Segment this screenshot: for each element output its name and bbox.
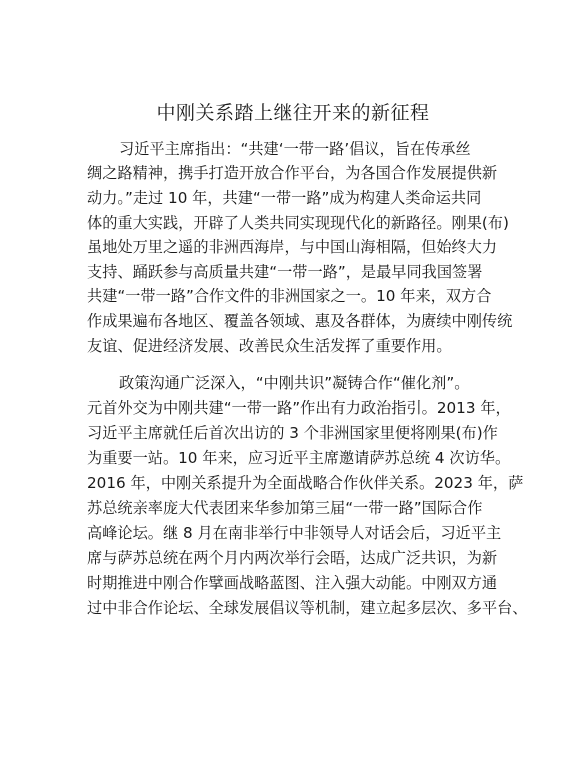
paragraph-line: 元首外交为中刚共建“一带一路”作出有力政治指引。2013 年， — [87, 399, 511, 417]
paragraph-line: 支持、踊跃参与高质量共建“一带一路”，是最早同我国签署 — [87, 263, 483, 281]
paragraph-line: 作成果遍布各地区、覆盖各领域、惠及各群体，为赓续中刚传统 — [87, 312, 513, 330]
paragraph-line: 时期推进中刚合作擘画战略蓝图、注入强大动能。中刚双方通 — [87, 574, 498, 592]
paragraph-line: 友谊、促进经济发展、改善民众生活发挥了重要作用。 — [87, 337, 452, 355]
paragraph-line: 为重要一站。10 年来，应习近平主席邀请萨苏总统 4 次访华。 — [87, 449, 511, 467]
paragraph-line: 苏总统亲率庞大代表团来华参加第三届“一带一路”国际合作 — [87, 499, 483, 517]
paragraph-line: 虽地处万里之遥的非洲西海岸，与中国山海相隔，但始终大力 — [87, 238, 498, 256]
article-title: 中刚关系踏上继往开来的新征程 — [156, 102, 430, 124]
paragraph-line: 习近平主席就任后首次出访的 3 个非洲国家里便将刚果(布)作 — [87, 424, 498, 442]
paragraph-line: 共建“一带一路”合作文件的非洲国家之一。10 年来，双方合 — [87, 287, 492, 305]
paragraph-line: 习近平主席指出：“共建‘一带一路’倡议，旨在传承丝 — [119, 140, 471, 158]
paragraph-line: 政策沟通广泛深入，“中刚共识”凝铸合作“催化剂”。 — [119, 374, 470, 392]
paragraph-line: 过中非合作论坛、全球发展倡议等机制，建立起多层次、多平台、 — [87, 599, 528, 617]
paragraph-line: 动力。”走过 10 年，共建“一带一路”成为构建人类命运共同 — [87, 189, 482, 207]
paragraph-line: 2016 年，中刚关系提升为全面战略合作伙伴关系。2023 年，萨 — [87, 474, 524, 492]
paragraph-line: 高峰论坛。继 8 月在南非举行中非领导人对话会后，习近平主 — [87, 524, 502, 542]
paragraph-line: 体的重大实践，开辟了人类共同实现现代化的新路径。刚果(布) — [87, 214, 509, 232]
paragraph-line: 绸之路精神，携手打造开放合作平台，为各国合作发展提供新 — [87, 164, 498, 182]
paragraph-line: 席与萨苏总统在两个月内两次举行会晤，达成广泛共识，为新 — [87, 549, 498, 567]
